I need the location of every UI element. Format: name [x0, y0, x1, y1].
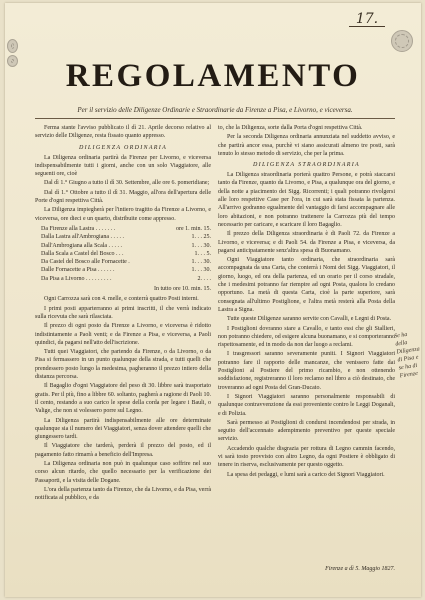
paragraph: Il Bagaglio d'ogni Viaggiatore del peso di 30. libbre sarà trasportato gratis. Per il più, fino a libbre 60. soltanto, pagherà a ragione di Paoli 10. il cento, restando a suo carico le spese della corda per legare i Bauli, o Valige, che non si volessero porre sul Legno.	[35, 383, 211, 415]
section-heading: DILIGENZA STRAORDINARIA	[253, 162, 360, 169]
route-total: In tutto ore 10. min. 15.	[154, 286, 211, 293]
paragraph: La Diligenza straordinaria porterà quattro Persone, e potrà staccarsi tanto da Firenze, quanto da Livorno, e Pisa, a qualunque ora del giorno, e della notte a piacimento dei Sigg. Ricorrenti; i quali potranno rivolgersi alle loro respettive Case per l'ora, in cui sarà stata fissata la partenza. All'arrivo godranno egualmente del vantaggio di farsi accompagnare alle loro abitazioni, e non potranno trattenere la Carrozza più del tempo necessario per caricare, e scaricare il loro Bagaglio.	[218, 172, 395, 228]
paragraph: to, che la Diligenza, sorte dalla Porta d'ogni respettiva Città.	[218, 125, 363, 131]
paragraph: I Postiglioni dovranno stare a Cavallo, e tanto essi che gli Stallieri, non potranno chiedere, od esigere alcuna buonamano, e si comporteranno rispettosamente, ed in modo da non dar luogo a reclami.	[218, 325, 395, 349]
paragraph: Il prezzo della Diligenza straordinaria è di Paoli 72. da Firenze a Livorno, e viceversa; e di Paoli 54. da Firenze a Pisa, e viceversa, da pagarsi anticipatamente senz'altra spesa di Buonamano.	[218, 231, 395, 254]
paragraph: Il prezzo di ogni posto da Firenze a Livorno, e viceversa è ridotto indistintamente a Paoli venti; e da Firenze a Pisa, e viceversa, a Paoli quindici, da pagarsi nell'atto dell'iscrizione.	[35, 323, 211, 346]
seal-stamp-icon	[7, 39, 18, 53]
paragraph: Per la seconda Diligenza ordinaria annunziata nel suddetto avviso, e che partirà ancor essa, purchè vi siano assicurati almeno tre posti, sarà tenuto lo stesso metodo di servizio, che per la prima.	[218, 134, 395, 157]
paragraph: La Diligenza impiegherà per l'intiero tragitto da Firenze a Livorno, e viceversa, ore dieci e un quarto, distribuite come appresso.	[35, 207, 211, 222]
handwritten-margin-note: Se ha della Diligenza di Pisa e se ha di Firenze	[393, 331, 421, 380]
route-row: Da Pisa a Livorno . . . . . . . . . 2. . . .	[41, 275, 211, 282]
paragraph: Tutte queste Diligenze saranno servite con Cavalli, e Legni di Posta.	[227, 316, 392, 323]
paragraph: Ferma stante l'avviso pubblicato il dì 21. Aprile decorso relativo al servizio delle Diligenze, resta fissato quanto appresso.	[35, 125, 211, 140]
document-page	[5, 3, 421, 597]
route-row: Dalle Fornacette a Pisa . . . . . . 1. . . 30.	[41, 267, 211, 274]
document-title: REGOLAMENTO	[65, 58, 361, 94]
paragraph: Sarà permesso ai Postiglioni di condursi incendendosi per strada, in seguito dell'accennato adempimento preventivo per queste speciale servizio.	[218, 419, 395, 443]
paragraph: La Diligenza partirà indispensabilmente alle ore determinate qualunque sia il numero dei Viaggiatori, senza dover attendere quelli che giungessero tardi.	[35, 417, 211, 441]
paragraph: Dal dì 1.° Giugno a tutto il dì 30. Settembre, alle ore 6. pomeridiane;	[44, 180, 210, 187]
paragraph: Tutti quei Viaggiatori, che partendo da Firenze, o da Livorno, o da Pisa si fermassero in un punto qualunque della strada, e tutti quelli che prendessero posto lungo la medesima, pagheranno il prezzo intiero della distanza percorsa.	[35, 349, 211, 381]
route-row: Dalla Lastra all'Ambrogiana . . . . . 1. . . 25.	[41, 234, 211, 241]
paragraph: La Diligenza ordinaria non può in qualunque caso soffrire nel suo corso alcun ritardo, che quello necessario per la verificazione dei Passaporti, e la visita delle Dogane.	[35, 460, 211, 484]
paragraph: I trasgressori saranno severamente puniti. I Signori Viaggiatori potranno fare il rapporto delle mancanze, che venissero fatte dai Postiglioni al Postiere del primo ricambio, e non ottenendo soddisfazione, registreranno il loro reclamo nel libro a ciò destinato, che troveranno ad ogni Posta del Gran-Ducato.	[218, 351, 395, 391]
paragraph: Dal dì 1.° Ottobre a tutto il dì 31. Maggio, all'ora dell'apertura delle Porte d'ogni respettiva Città.	[35, 189, 211, 205]
paragraph: I primi posti apparterranno ai primi inscritti, il che verrà indicato sulla ricevuta che sarà rilasciata.	[35, 305, 211, 320]
paragraph: La spesa dei pedaggi, e lumi sarà a carico dei Signori Viaggiatori.	[227, 471, 385, 478]
paragraph: Ogni Carrozza sarà con 4. melle, e conterrà quattro Posti interni.	[44, 296, 199, 303]
left-column	[35, 124, 211, 503]
paragraph: Accadendo qualche disgrazia per rottura di Legno cammin facendo, vi sarà tosto provvisto con altro Legno, da ogni Postiere è obbligato di tenere in riserva, esclusivamente per questo oggetto.	[218, 445, 395, 469]
paragraph: I Signori Viaggiatori saranno personalmente responsabili di qualunque contravvenzione da essi proveniente contro le Leggi Doganali, e di Polizia.	[218, 393, 395, 417]
route-row: Da Firenze alla Lastra . . . . . . . ore 1. min. 15.	[41, 225, 211, 232]
round-stamp-icon	[391, 30, 413, 52]
divider	[35, 118, 395, 119]
paragraph: Ogni Viaggiatore tanto ordinaria, che straordinaria sarà accompagnata da una Carta, che conterrà i Nomi dei Sigg. Viaggiatori, il giorno, luogo, ed ora della partenza, ed un orario per il corso stradale, che i medesimi potranno far riempire ad ogni Posta, qualora lo credano opportuno. La metà di questa Carta, cioè la parte superiore, sarà consegnata all'ultimo Postiglione, e l'altra metà resterà alla Posta della Lastra a Signa.	[218, 257, 395, 313]
section-heading: DILIGENZA ORDINARIA	[78, 144, 168, 151]
paragraph: La Diligenza ordinaria partirà da Firenze per Livorno, e viceversa indispensabilmente tutti i giorni, anche con un solo Viaggiatore, alle seguenti ore, cioè	[35, 154, 211, 178]
paragraph: L'ora della partenza tanto da Firenze, che da Livorno, e da Pisa, verrà notificata al pubblico, e da	[35, 486, 211, 502]
document-subtitle: Per il servizio delle Diligenze Ordinarie e Straordinarie da Firenze a Pisa, e Livorno, e viceversa.	[77, 106, 353, 114]
paragraph: Il Viaggiatore che tarderà, perderà il prezzo del posto, ed il pagamento fatto rimarrà a beneficio dell'Impresa.	[35, 443, 211, 458]
route-row: Da Castel del Bosco alle Fornacette . 1. . . 30.	[41, 259, 211, 266]
route-row: Dall'Ambrogiana alla Scala . . . . . 1. . . 30.	[41, 242, 211, 249]
route-row: Dalla Scala a Castel del Bosco . . . 1. . . 5.	[41, 250, 211, 257]
date-signature-line: Firenze a dì 5. Maggio 1827.	[325, 566, 395, 572]
handwritten-page-number: 17.	[349, 12, 385, 27]
route-timetable	[41, 225, 211, 283]
right-column	[218, 124, 395, 480]
